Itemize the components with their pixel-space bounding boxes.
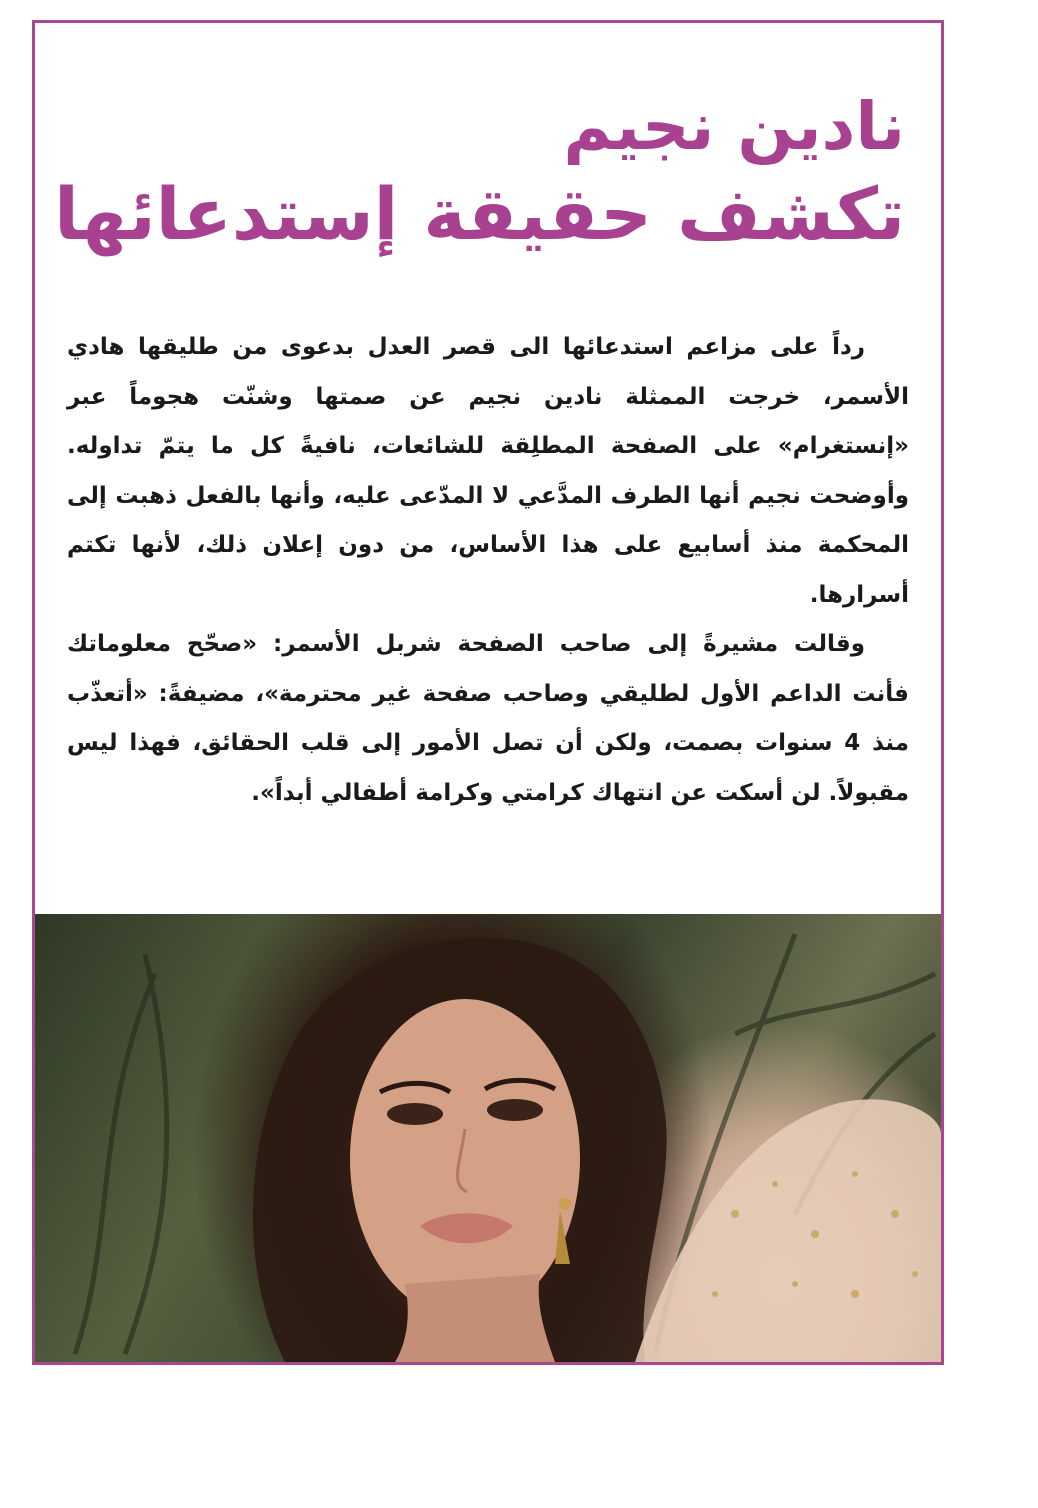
headline-line-2: تكشف حقيقة إستدعائها xyxy=(54,172,905,256)
portrait-illustration xyxy=(35,914,941,1362)
sleeve xyxy=(635,1099,941,1362)
body-paragraph-1: رداً على مزاعم استدعائها الى قصر العدل بدعوى من طليقها هادي الأسمر، خرجت الممثلة نادين نجيم عن صمتها وشنّت هجوماً عبر «إنستغرام» على الصفحة المطلِقة للشائعات، نافيةً كل ما يتمّ تداوله. وأوضحت نجيم أنها الطرف المدَّعي لا المدّعى عليه، وأنها بالفعل ذهبت إلى المحكمة منذ أسابيع على هذا الأساس، من دون إعلان ذلك، لأنها تكتم أسرارها. xyxy=(67,334,909,608)
headline-line-1: نادين نجيم xyxy=(563,88,905,165)
neck xyxy=(395,1274,555,1362)
face xyxy=(350,999,580,1319)
article-frame xyxy=(32,20,944,1365)
headline xyxy=(54,85,905,259)
body-paragraph-2: وقالت مشيرةً إلى صاحب الصفحة شربل الأسمر: «صحّح معلوماتك فأنت الداعم الأول لطليقي وصاحب صفحة غير محترمة»، مضيفةً: «أتعذّب منذ 4 سنوات بصمت، ولكن أن تصل الأمور إلى قلب الحقائق، فهذا ليس مقبولاً. لن أسكت عن انتهاك كرامتي وكرامة أطفالي أبداً». xyxy=(67,631,909,806)
article-body xyxy=(67,323,909,818)
portrait-photo xyxy=(35,914,941,1362)
